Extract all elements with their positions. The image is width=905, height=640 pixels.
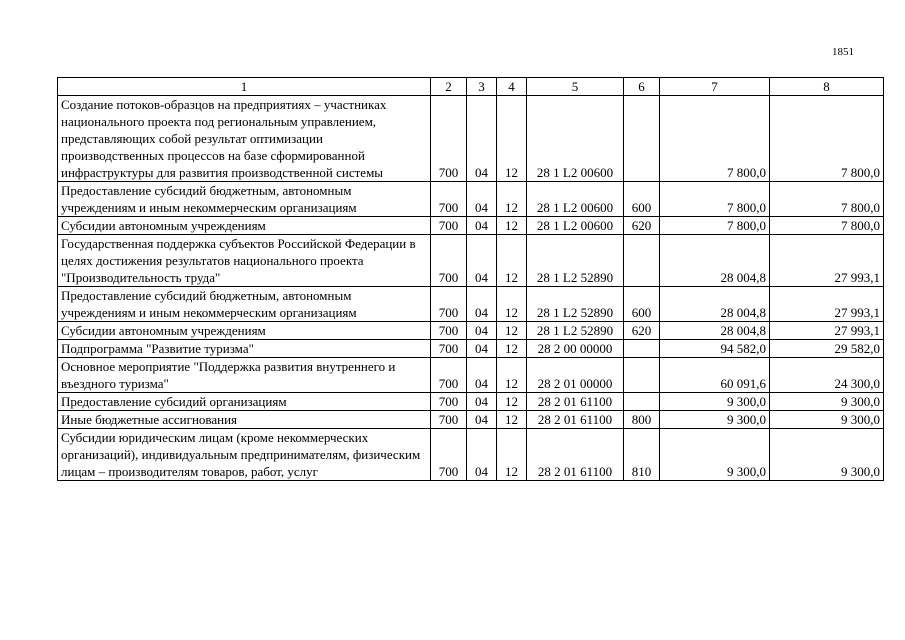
- cell-name: Предоставление субсидий бюджетным, автономным учреждениям и иным некоммерческим организациям: [58, 182, 431, 217]
- cell-col2: 700: [431, 340, 467, 358]
- column-header: 6: [624, 78, 660, 96]
- table-row: [58, 429, 884, 481]
- cell-col6: 620: [624, 322, 660, 340]
- table-row: [58, 287, 884, 322]
- cell-col3: 04: [467, 217, 497, 235]
- cell-name: Субсидии юридическим лицам (кроме некоммерческих организаций), индивидуальным предпринимателям, физическим лицам – производителям товаров, работ, услуг: [58, 429, 431, 481]
- cell-col7: 9 300,0: [660, 411, 770, 429]
- cell-col8: 29 582,0: [770, 340, 884, 358]
- column-header: 3: [467, 78, 497, 96]
- cell-col7: 9 300,0: [660, 393, 770, 411]
- cell-col7: 7 800,0: [660, 217, 770, 235]
- cell-col5: 28 1 L2 00600: [527, 217, 624, 235]
- cell-col2: 700: [431, 287, 467, 322]
- cell-col3: 04: [467, 287, 497, 322]
- cell-col4: 12: [497, 287, 527, 322]
- cell-col8: 7 800,0: [770, 96, 884, 182]
- cell-col4: 12: [497, 182, 527, 217]
- cell-col2: 700: [431, 96, 467, 182]
- table-row: [58, 358, 884, 393]
- cell-col5: 28 1 L2 00600: [527, 182, 624, 217]
- column-header: 7: [660, 78, 770, 96]
- cell-col5: 28 2 01 61100: [527, 393, 624, 411]
- cell-col4: 12: [497, 235, 527, 287]
- cell-col6: [624, 393, 660, 411]
- cell-col8: 27 993,1: [770, 287, 884, 322]
- cell-col2: 700: [431, 235, 467, 287]
- cell-col4: 12: [497, 358, 527, 393]
- cell-col5: 28 1 L2 00600: [527, 96, 624, 182]
- cell-col8: 9 300,0: [770, 393, 884, 411]
- cell-col6: [624, 96, 660, 182]
- cell-name: Иные бюджетные ассигнования: [58, 411, 431, 429]
- page-number: 1851: [832, 46, 854, 58]
- budget-table: [57, 77, 884, 481]
- table-row: [58, 322, 884, 340]
- table-row: [58, 393, 884, 411]
- cell-col7: 9 300,0: [660, 429, 770, 481]
- cell-col4: 12: [497, 96, 527, 182]
- cell-col3: 04: [467, 429, 497, 481]
- cell-col8: 7 800,0: [770, 182, 884, 217]
- cell-name: Субсидии автономным учреждениям: [58, 322, 431, 340]
- cell-col4: 12: [497, 429, 527, 481]
- cell-col3: 04: [467, 393, 497, 411]
- cell-col4: 12: [497, 340, 527, 358]
- cell-col6: 600: [624, 182, 660, 217]
- column-header: 8: [770, 78, 884, 96]
- cell-col3: 04: [467, 322, 497, 340]
- cell-col8: 24 300,0: [770, 358, 884, 393]
- cell-col6: 620: [624, 217, 660, 235]
- cell-col4: 12: [497, 217, 527, 235]
- cell-col4: 12: [497, 393, 527, 411]
- cell-col3: 04: [467, 96, 497, 182]
- cell-col2: 700: [431, 411, 467, 429]
- table-row: [58, 217, 884, 235]
- cell-col6: [624, 340, 660, 358]
- cell-col7: 60 091,6: [660, 358, 770, 393]
- cell-name: Государственная поддержка субъектов Российской Федерации в целях достижения результатов национального проекта "Производительность труда": [58, 235, 431, 287]
- column-header: 4: [497, 78, 527, 96]
- cell-name: Предоставление субсидий организациям: [58, 393, 431, 411]
- cell-col2: 700: [431, 429, 467, 481]
- cell-col3: 04: [467, 411, 497, 429]
- cell-col7: 7 800,0: [660, 182, 770, 217]
- cell-col6: [624, 235, 660, 287]
- cell-col7: 28 004,8: [660, 235, 770, 287]
- table-row: [58, 340, 884, 358]
- cell-col5: 28 2 00 00000: [527, 340, 624, 358]
- cell-col8: 9 300,0: [770, 411, 884, 429]
- table-header-row: [58, 78, 884, 96]
- cell-col5: 28 2 01 00000: [527, 358, 624, 393]
- cell-col7: 94 582,0: [660, 340, 770, 358]
- cell-col6: [624, 358, 660, 393]
- column-header: 1: [58, 78, 431, 96]
- cell-col5: 28 2 01 61100: [527, 429, 624, 481]
- cell-name: Создание потоков-образцов на предприятиях – участниках национального проекта под региональным управлением, представляющих собой результат оптимизации производственных процессов на базе сформированной инфраструктуры для развития производственной системы: [58, 96, 431, 182]
- table-body: [58, 96, 884, 481]
- cell-col2: 700: [431, 358, 467, 393]
- cell-col5: 28 1 L2 52890: [527, 287, 624, 322]
- cell-col3: 04: [467, 358, 497, 393]
- cell-col5: 28 2 01 61100: [527, 411, 624, 429]
- table-row: [58, 96, 884, 182]
- cell-col6: 810: [624, 429, 660, 481]
- cell-col8: 27 993,1: [770, 235, 884, 287]
- cell-name: Предоставление субсидий бюджетным, автономным учреждениям и иным некоммерческим организациям: [58, 287, 431, 322]
- cell-col7: 28 004,8: [660, 322, 770, 340]
- cell-col3: 04: [467, 235, 497, 287]
- table-row: [58, 235, 884, 287]
- cell-col6: 800: [624, 411, 660, 429]
- cell-col5: 28 1 L2 52890: [527, 235, 624, 287]
- cell-col4: 12: [497, 322, 527, 340]
- cell-col2: 700: [431, 322, 467, 340]
- column-header: 2: [431, 78, 467, 96]
- column-header: 5: [527, 78, 624, 96]
- cell-name: Основное мероприятие "Поддержка развития внутреннего и въездного туризма": [58, 358, 431, 393]
- cell-col2: 700: [431, 182, 467, 217]
- cell-name: Подпрограмма "Развитие туризма": [58, 340, 431, 358]
- table-row: [58, 411, 884, 429]
- cell-col8: 9 300,0: [770, 429, 884, 481]
- cell-col3: 04: [467, 340, 497, 358]
- cell-col7: 28 004,8: [660, 287, 770, 322]
- cell-col7: 7 800,0: [660, 96, 770, 182]
- cell-col8: 27 993,1: [770, 322, 884, 340]
- cell-col6: 600: [624, 287, 660, 322]
- cell-name: Субсидии автономным учреждениям: [58, 217, 431, 235]
- cell-col3: 04: [467, 182, 497, 217]
- table-row: [58, 182, 884, 217]
- cell-col2: 700: [431, 393, 467, 411]
- cell-col5: 28 1 L2 52890: [527, 322, 624, 340]
- cell-col4: 12: [497, 411, 527, 429]
- cell-col8: 7 800,0: [770, 217, 884, 235]
- cell-col2: 700: [431, 217, 467, 235]
